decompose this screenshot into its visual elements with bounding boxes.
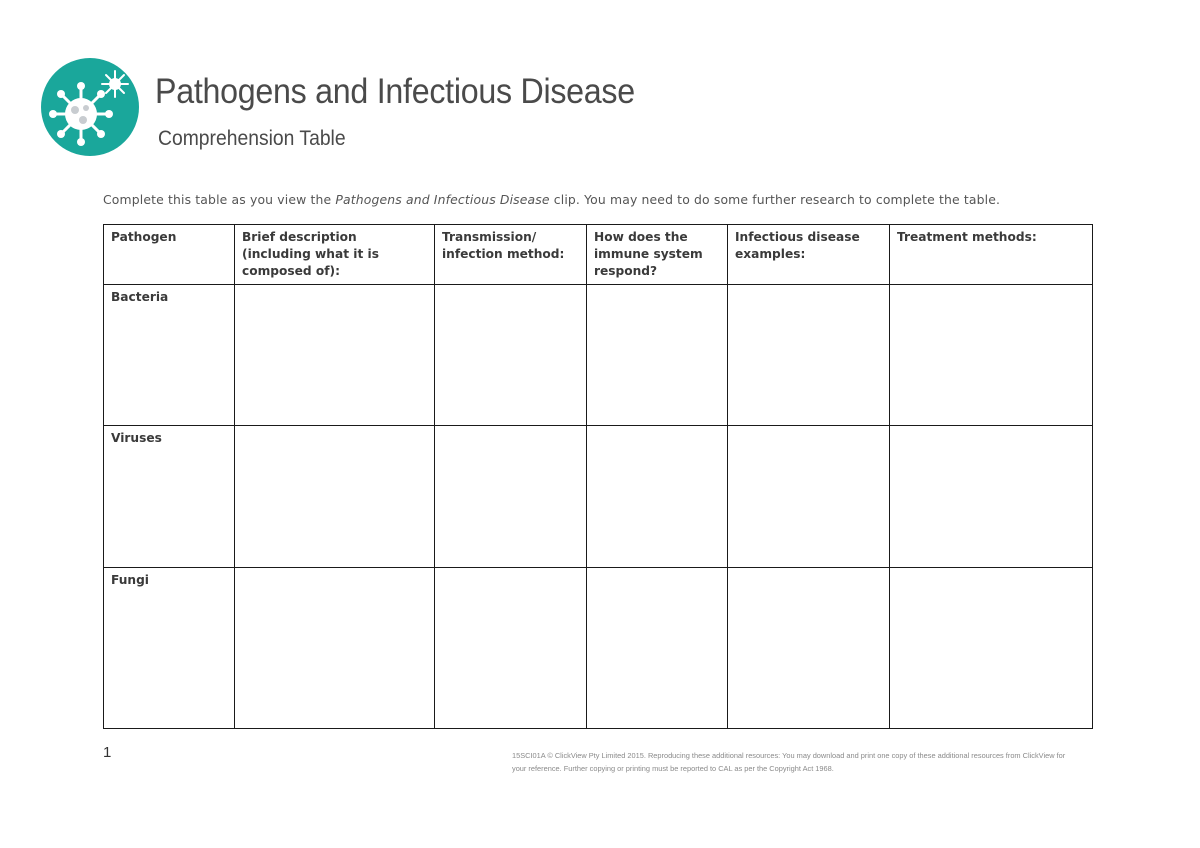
row-label-viruses: Viruses	[104, 426, 235, 568]
copyright-footer: 15SCI01A © ClickView Pty Limited 2015. Reproducing these additional resources: You may download and print one copy of these additional resources from ClickView for your reference. Further copying or printing must be reported to CAL as per the Copyright Act 1968.	[512, 751, 1066, 773]
header-transmission: Transmission/ infection method:	[435, 225, 587, 285]
table-cell[interactable]	[890, 426, 1093, 568]
page-subtitle: Comprehension Table	[158, 127, 346, 150]
table-cell[interactable]	[587, 285, 728, 426]
header-treatment: Treatment methods:	[890, 225, 1093, 285]
instructions-text	[103, 192, 1093, 207]
table-cell[interactable]	[890, 285, 1093, 426]
comprehension-table	[103, 224, 1093, 729]
header-disease-examples: Infectious disease examples:	[728, 225, 890, 285]
row-label-fungi: Fungi	[104, 568, 235, 729]
table-row	[104, 568, 1093, 729]
table-cell[interactable]	[435, 285, 587, 426]
table-row	[104, 285, 1093, 426]
table-row	[104, 426, 1093, 568]
table-cell[interactable]	[235, 568, 435, 729]
instructions-after: clip. You may need to do some further research to complete the table.	[549, 192, 1001, 207]
virus-icon	[41, 58, 139, 156]
table-cell[interactable]	[890, 568, 1093, 729]
table-cell[interactable]	[728, 568, 890, 729]
instructions-clip-title: Pathogens and Infectious Disease	[335, 192, 550, 207]
header-pathogen: Pathogen	[104, 225, 235, 285]
page-number: 1	[103, 744, 112, 761]
table-cell[interactable]	[435, 568, 587, 729]
header-immune-response: How does the immune system respond?	[587, 225, 728, 285]
table-cell[interactable]	[235, 426, 435, 568]
table-cell[interactable]	[435, 426, 587, 568]
table-header-row	[104, 225, 1093, 285]
page-title: Pathogens and Infectious Disease	[155, 72, 635, 111]
instructions-before: Complete this table as you view the	[103, 192, 336, 207]
table-cell[interactable]	[728, 426, 890, 568]
logo	[41, 58, 139, 156]
table-cell[interactable]	[235, 285, 435, 426]
table-cell[interactable]	[728, 285, 890, 426]
table-cell[interactable]	[587, 426, 728, 568]
header-brief-description: Brief description (including what it is composed of):	[235, 225, 435, 285]
table-cell[interactable]	[587, 568, 728, 729]
row-label-bacteria: Bacteria	[104, 285, 235, 426]
